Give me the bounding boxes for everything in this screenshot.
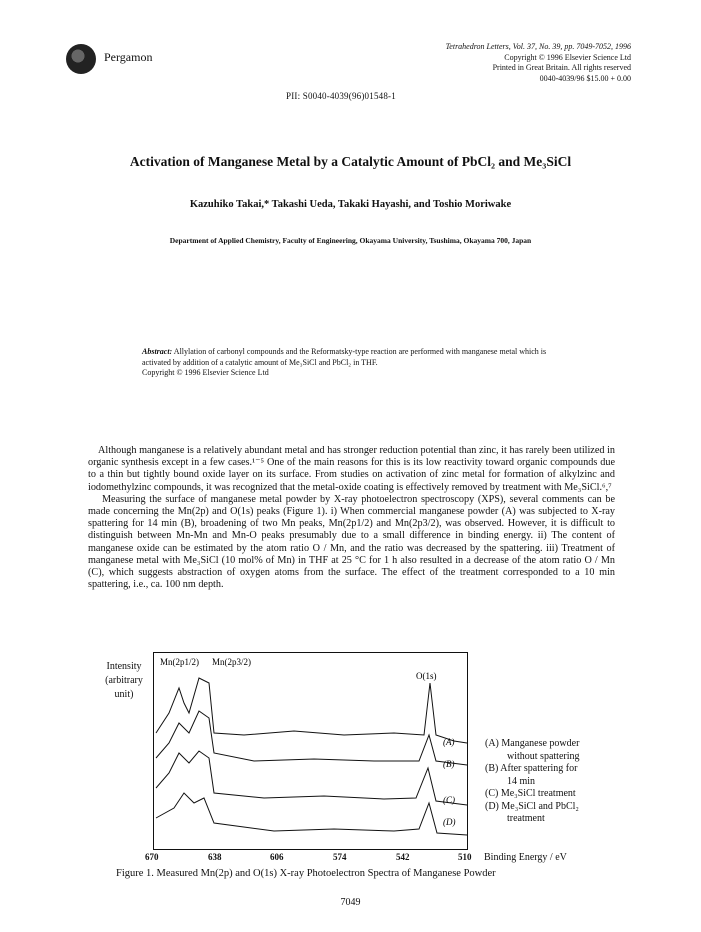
legend-item-b: (B) After spattering for: [485, 763, 578, 774]
abstract-copyright: Copyright © 1996 Elsevier Science Ltd: [142, 368, 269, 377]
article-title: Activation of Manganese Metal by a Catalytic Amount of PbCl₂ and Me₃SiCl: [129, 154, 572, 169]
x-tick-label: 542: [396, 852, 410, 862]
authors: Kazuhiko Takai,* Takashi Ueda, Takaki Hayashi, and Toshio Moriwake: [189, 199, 512, 210]
curve-label: (D): [443, 817, 456, 827]
legend-item-d: (D) Me₃SiCl and PbCl₂: [485, 800, 579, 812]
abstract-label: Abstract:: [142, 347, 173, 356]
printed-line: Printed in Great Britain. All rights reserved: [492, 63, 631, 72]
page-number: 7049: [340, 897, 361, 908]
abstract: [142, 347, 572, 379]
paragraph-2: Measuring the surface of manganese metal powder by X-ray photoelectron spectroscopy (XPS), several comments can be made concerning the Mn(2p) and O(1s) peaks (Figure 1). i) When commercial manganese powder (A) was subjected to X-ray spattering for 14 min (B), broadening of two Mn peaks, Mn(2p1/2) and Mn(2p3/2), was observed. However, it is difficult to distinguish between Mn-Mn and Mn-O peaks presumably due to a small difference in binding energy. ii) The content of manganese oxide can be estimated by the atom ratio O / Mn, and the ratio was decreased by the spattering. iii) Treatment of manganese metal with Me₃SiCl (10 mol% of Mn) in THF at 25 °C for 1 h also resulted in a decrease of the atom ratio O / Mn (C), which suggests abstraction of oxygen atoms from the surface. The effect of the treatment corresponded to a 10 min spattering, i.e., ca. 100 nm depth.: [88, 493, 615, 591]
peak-label: O(1s): [416, 671, 437, 681]
legend-item-a-cont: without spattering: [507, 750, 580, 762]
abstract-text: Allylation of carbonyl compounds and the Reformatsky-type reaction are performed with manganese metal which is activated by addition of a catalytic amount of Me₃SiCl and PbCl₂ in THF.: [142, 347, 547, 367]
figure-ylabel: [94, 660, 154, 702]
copyright-line: Copyright © 1996 Elsevier Science Ltd: [504, 52, 631, 62]
x-axis-label: Binding Energy / eV: [484, 852, 567, 863]
curve-label: (A): [443, 737, 455, 747]
x-tick-label: 638: [208, 852, 222, 862]
legend-item-d-cont: treatment: [507, 813, 545, 824]
x-tick-label: 670: [145, 852, 159, 862]
ylabel-line: Intensity: [106, 661, 142, 672]
legend-item-b-cont: 14 min: [507, 775, 536, 787]
ylabel-line: unit): [114, 689, 134, 700]
spectrum-curve-b: [156, 711, 467, 765]
price-line: 0040-4039/96 $15.00 + 0.00: [539, 73, 631, 83]
journal-citation: Tetrahedron Letters, Vol. 37, No. 39, pp. 7049-7052, 1996: [445, 42, 631, 51]
curve-label: (B): [443, 759, 455, 769]
affiliation: Department of Applied Chemistry, Faculty of Engineering, Okayama University, Tsushima, Okayama 700, Japan: [169, 236, 532, 245]
spectrum-curve-d: [156, 793, 467, 835]
ylabel-line: (arbitrary: [105, 675, 143, 686]
x-tick-label: 606: [270, 852, 284, 862]
paragraph-1: Although manganese is a relatively abundant metal and has stronger reduction potential than zinc, it has rarely been utilized in organic synthesis except in a few cases.¹⁻⁵ One of the main reasons for this is its low reactivity toward organic compounds due to a thin but tightly bound oxide layer on its surface. From studies on activation of zinc metal for formation of alkylzinc and iodomethylzinc compounds, it was recognized that the metal-oxide coating is effectively removed by treatment with Me₃SiCl.⁶,⁷: [88, 445, 615, 493]
publisher-name: Pergamon: [104, 50, 153, 64]
spectrum-curve-a: [156, 678, 467, 743]
xps-spectra-svg: [154, 653, 467, 849]
journal-info: [446, 42, 631, 84]
peak-label: Mn(2p3/2): [212, 657, 251, 667]
legend-item-a: (A) Manganese powder: [485, 738, 580, 749]
legend-item-c: (C) Me₃SiCl treatment: [485, 788, 576, 799]
x-tick-label: 510: [458, 852, 472, 862]
pii: PII: S0040-4039(96)01548-1: [286, 91, 396, 101]
curve-label: (C): [443, 795, 455, 805]
spectra-plot-frame: [153, 652, 468, 850]
body-text: [88, 445, 615, 591]
figure-legend: [485, 738, 580, 826]
figure-caption: Figure 1. Measured Mn(2p) and O(1s) X-ray Photoelectron Spectra of Manganese Powder: [116, 868, 496, 879]
peak-label: Mn(2p1/2): [160, 657, 199, 667]
elsevier-logo-icon: [66, 44, 96, 74]
x-tick-label: 574: [333, 852, 347, 862]
